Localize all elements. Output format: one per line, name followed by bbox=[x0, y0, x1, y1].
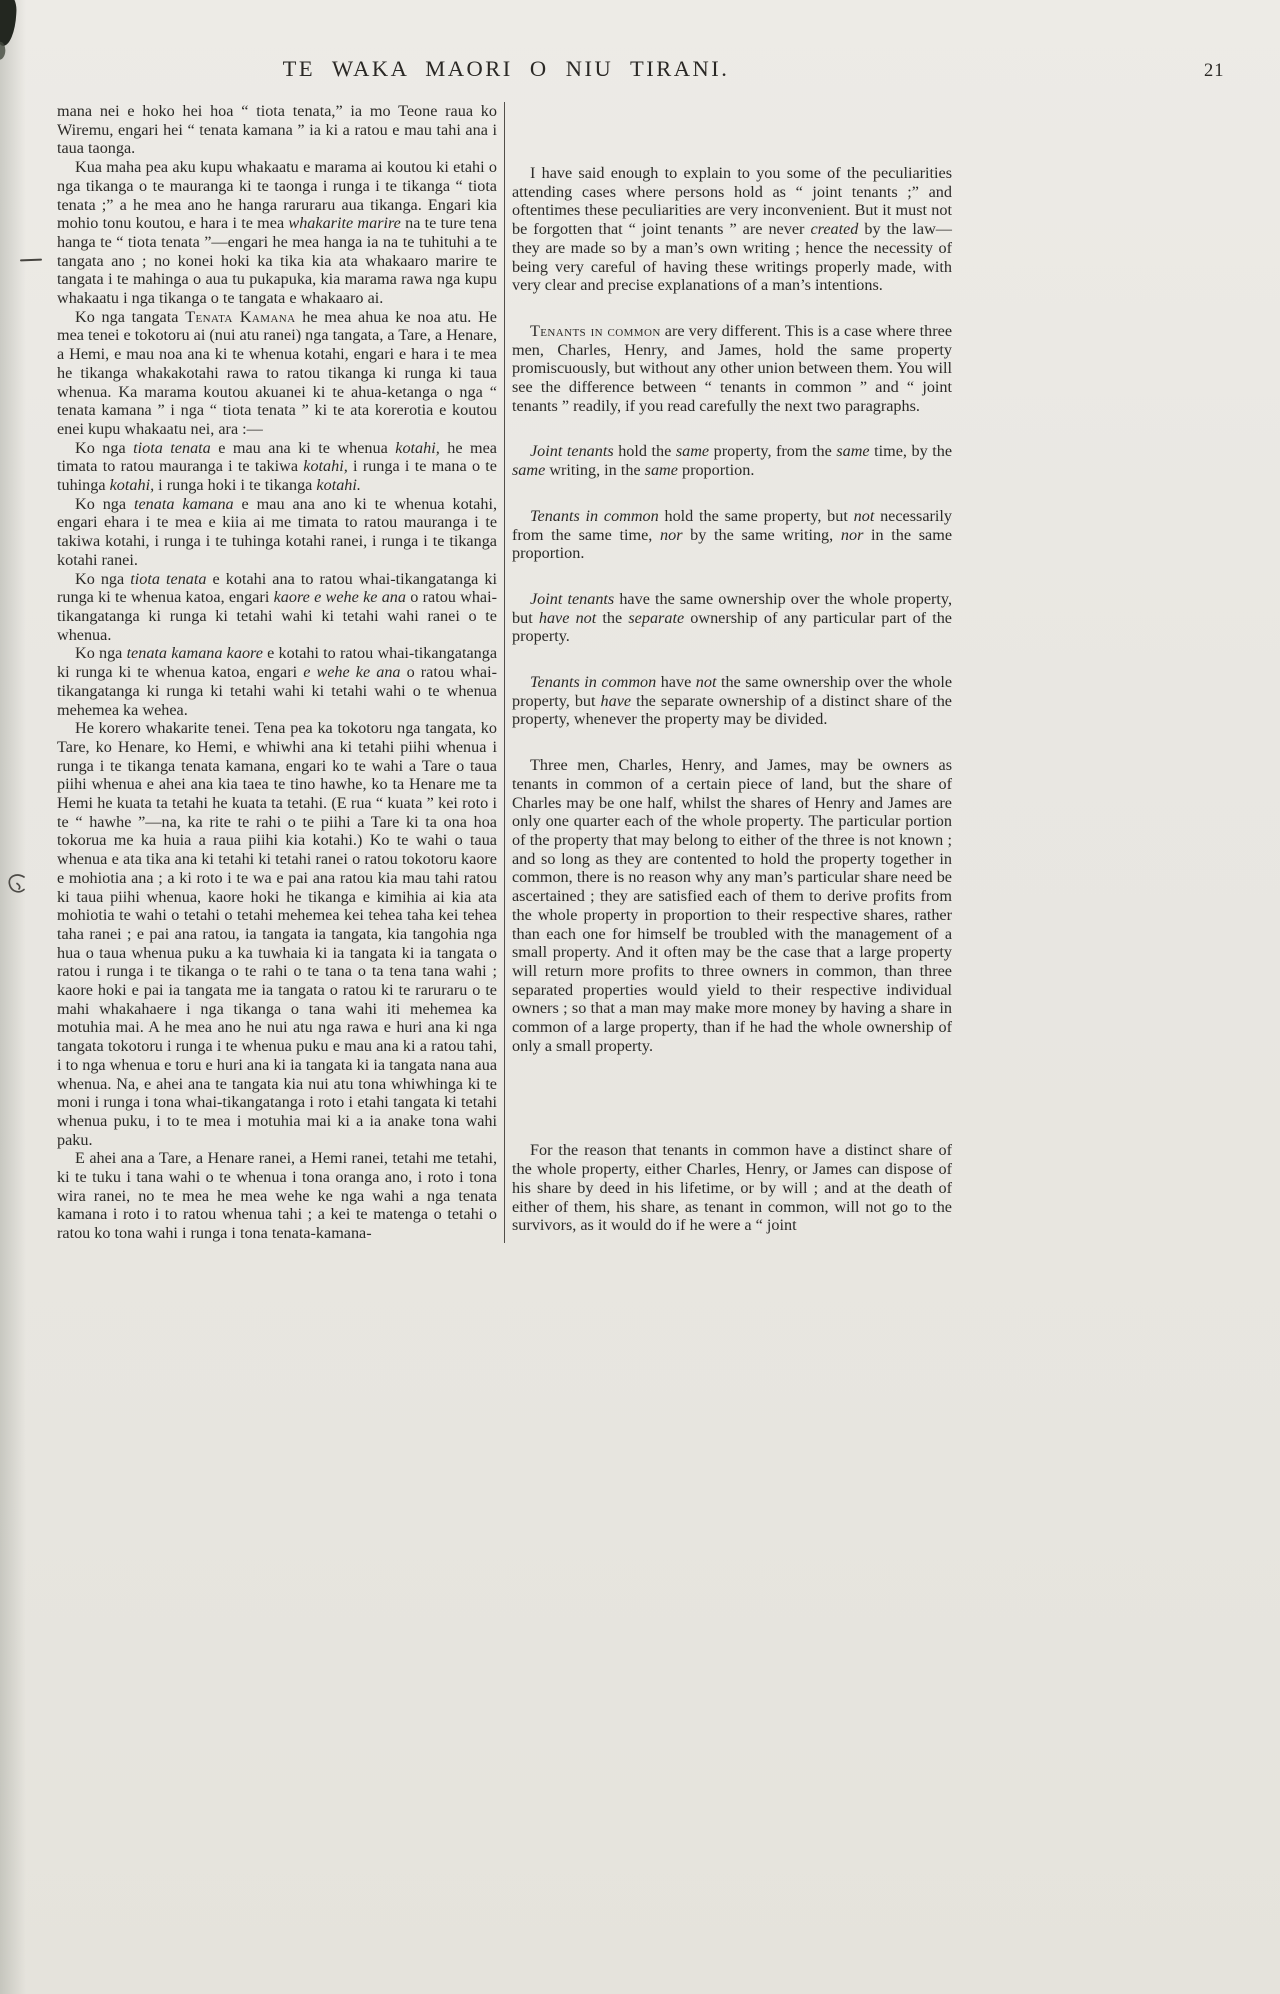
body-text: Ko nga bbox=[75, 494, 134, 513]
italic-text: created bbox=[810, 220, 859, 239]
paragraph bbox=[57, 1149, 497, 1243]
body-text: in the same proportion. bbox=[512, 525, 953, 563]
italic-text: Joint tenants bbox=[530, 442, 614, 461]
italic-text: have bbox=[600, 691, 632, 710]
italic-text: whakarite marire bbox=[288, 214, 401, 233]
paragraph bbox=[512, 673, 952, 729]
italic-text: Tenants in common bbox=[530, 506, 659, 525]
margin-dash-mark bbox=[20, 259, 42, 262]
paragraph bbox=[57, 644, 497, 719]
body-text: writing, in the bbox=[545, 461, 645, 480]
italic-text: not bbox=[695, 673, 717, 692]
page-number: 21 bbox=[1204, 61, 1225, 81]
body-text: property, from the bbox=[709, 442, 837, 461]
small-caps-text: Tenants in common bbox=[530, 321, 661, 340]
page-title: TE WAKA MAORI O NIU TIRANI. bbox=[282, 56, 730, 81]
handwritten-margin-mark bbox=[4, 872, 30, 898]
scan-ink-smudge bbox=[0, 0, 17, 47]
body-text: I have said enough to explain to you some of the peculiarities attending cases where persons hold as “ joint tenants ;” and oftentimes these peculiarities are very inconvenient. But it must not be forgotten that “ joint tenants ” are never bbox=[512, 164, 952, 239]
italic-text: Joint tenants bbox=[530, 589, 615, 608]
body-text: Ko nga bbox=[75, 644, 127, 663]
content-columns bbox=[57, 102, 952, 1243]
italic-text: separate bbox=[628, 608, 685, 627]
italic-text: tiota tenata bbox=[133, 438, 211, 457]
paragraph bbox=[512, 590, 952, 646]
italic-text: tiota tenata bbox=[130, 569, 207, 588]
paragraph bbox=[57, 439, 497, 495]
italic-text: e wehe ke ana bbox=[303, 663, 401, 682]
body-text: the same ownership over the whole property, but bbox=[512, 673, 953, 710]
italic-text: kotahi, bbox=[109, 476, 155, 495]
body-text: mana nei e hoko hei hoa “ tiota tenata,” ia mo Teone raua ko Wiremu, engari hei “ tenata kamana ” ia ki a ratou e mau tahi ana i taua taonga. bbox=[57, 102, 497, 158]
body-text: necessarily from the same time, bbox=[512, 506, 952, 544]
small-caps-text: Tenata Kamana bbox=[185, 307, 296, 326]
paragraph bbox=[57, 158, 497, 308]
body-text: Kua maha pea aku kupu whakaatu e marama ai koutou ki etahi o nga tikanga o te mauranga ki te taonga i runga i te tikanga “ tiota tenata ;” a he mea ano he hanga raruraru aua tikanga. Engari kia mohio tonu koutou, e hara i te mea bbox=[57, 158, 497, 233]
body-text: For the reason that tenants in common have a distinct share of the whole property, either Charles, Henry, or James can dispose of his share by deed in his lifetime, or by will ; and at the death of either of them, his share, as tenant in common, will not go to the survivors, as it would do if he were a “ joint bbox=[512, 1141, 952, 1235]
italic-text: nor bbox=[840, 525, 864, 544]
italic-text: same bbox=[644, 461, 678, 480]
italic-text: same bbox=[836, 442, 870, 461]
italic-text: kaore e wehe ke ana bbox=[273, 588, 406, 607]
body-text: the separate ownership of a distinct share of the property, whenever the property may be divided. bbox=[512, 691, 952, 729]
paragraph bbox=[512, 442, 952, 479]
italic-text: have not bbox=[538, 608, 597, 627]
body-text: he mea ahua ke noa atu. He mea tenei e tokotoru ai (nui atu ranei) nga tangata, a Tare, a Henare, a Hemi, e mau noa ana ki te whenua kotahi, engari e hara i te mea he tikanga whakakotahi rawa to ratou tikanga ki runga ki taua whenua. Ka marama koutou akuanei ki te ahua-ketanga o nga “ tenata kamana ” i nga “ tiota tenata ” ki te ata korerotia e koutou enei kupu whakaatu nei, ara :— bbox=[57, 307, 497, 438]
body-text: have bbox=[656, 673, 696, 692]
right-column bbox=[512, 102, 952, 1243]
body-text: Ko nga bbox=[75, 569, 131, 588]
body-text: Ko nga tangata bbox=[75, 307, 186, 326]
paragraph bbox=[512, 1141, 952, 1235]
body-text: are very different. This is a case where three men, Charles, Henry, and James, hold the same property promiscuously, but without any other union between them. You will see the difference between “ tenants in common ” and “ joint tenants ” readily, if you read carefully the next two paragraphs. bbox=[512, 321, 953, 415]
body-text: have the same ownership over the whole property, but bbox=[512, 589, 952, 627]
paragraph bbox=[57, 102, 497, 158]
body-text: hold the bbox=[613, 442, 676, 461]
body-text: e kotahi to ratou whai-tikangatanga ki runga ki te whenua katoa, engari bbox=[57, 644, 497, 682]
body-text: hold the same property, but bbox=[658, 506, 854, 525]
italic-text: same bbox=[675, 442, 710, 461]
body-text: by the law—they are made so by a man’s own writing ; hence the necessity of being very careful of having these writings properly made, with very clear and precise explanations of a man’s intentions. bbox=[512, 220, 952, 295]
italic-text: same bbox=[512, 461, 546, 480]
body-text: E ahei ana a Tare, a Henare ranei, a Hemi ranei, tetahi me tetahi, ki te tuku i tana wahi o te whenua i tona oranga ano, i roto i tona wira ranei, no te mea he mea wehe ke nga wahi a nga tenata kamana i roto i to ratou whenua tahi ; a kei te matenga o tetahi o ratou ko tona wahi i runga i tona tenata-kamana- bbox=[57, 1149, 497, 1243]
body-text: Ko nga bbox=[75, 438, 134, 457]
paragraph bbox=[512, 322, 952, 416]
paragraph bbox=[57, 495, 497, 570]
italic-text: tenata kamana bbox=[134, 494, 234, 513]
body-text: i runga hoki i te tikanga bbox=[154, 476, 317, 495]
body-text: by the same writing, bbox=[682, 525, 841, 544]
column-divider-rule bbox=[504, 102, 505, 1243]
body-text: na te ture tena hanga te “ tiota tenata ”—engari he mea hanga ia na te tuhituhi a te tangata ano ; no konei hoki ka tika kia ata whakaaro marire te tangata i te mahinga o aua tu pukapuka, kia marama rawa nga kupu whakaatu i nga tikanga o te tangata e whakaaro ai. bbox=[57, 214, 497, 308]
body-text: the bbox=[596, 608, 629, 627]
body-text: proportion. bbox=[677, 461, 755, 480]
left-column bbox=[57, 102, 497, 1243]
body-text: He korero whakarite tenei. Tena pea ka tokotoru nga tangata, ko Tare, ko Henare, ko Hemi, e whiwhi ana ki tetahi piihi whenua i runga i te tikanga tenata kamana, engari ko te wahi a Tare o taua piihi whenua e ahei ana kia taea te tino hawhe, ko ta Henare me ta Hemi he kuata ta tetahi he kuata ta tetahi. (E rua “ kuata ” kei roto i te “ hawhe ”—na, ka rite te rahi o te piihi a Tare ki ta ona hoa tokorua me ka huia a raua piihi kia kotahi.) Ko te wahi o taua whenua e ata tika ana ki tetahi ki tetahi ranei o ratou tokotoru kaore e mohiotia ana ; a ki roto i te wa e pai ana ratou kia mau tahi ratou ki taua piihi whenua, kaore hoki he tikanga e kimihia ai kia ata mohiotia te wahi o tetahi o tetahi mehemea kei tehea taha kei tehea taha ranei ; e pai ana ratou, ia tangata ia tangata, kia tangohia nga hua o taua whenua puku a ka tuwhaia ki ia tangata ki ia tangata o ratou i runga i te tikanga o te rahi o te tana o ta tena tana wahi ; kaore hoki e pai ia tangata me ia tangata o ratou ki te raruraru o te mahi whakahaere i nga tikanga o tana wahi iti mehemea ka motuhia mai. A he mea ano he nui atu nga rawa e huri ana ki nga tangata tokotoru i runga i te whenua puku e mau ana ki a ratou tahi, i to nga whenua e toru e huri ana ki ia tangata ki ia tangata nana aua whenua. Na, e ahei ana te tangata kia nui atu tona whiwhinga ki te moni i runga i tona whai-tikangatanga i roto i etahi tangata ki tetahi whenua puku, i to te mea i motuhia mai ki a ia anake tona wahi paku. bbox=[57, 719, 497, 1149]
paragraph bbox=[512, 507, 952, 563]
body-text: e kotahi ana to ratou whai-tikangatanga ki runga ki te whenua katoa, engari bbox=[57, 569, 498, 607]
paragraph bbox=[57, 308, 497, 439]
italic-text: tenata kamana kaore bbox=[126, 644, 263, 663]
body-text: e mau ana ki te whenua bbox=[210, 438, 396, 457]
body-text: i runga i te mana o te tuhinga bbox=[57, 457, 497, 495]
paragraph bbox=[57, 719, 497, 1149]
body-text: e mau ana ano ki te whenua kotahi, engari ehara i te mea e kiia ai me timata to ratou mauranga i te takiwa kotahi, i runga i te tuhinga kotahi ranei, i runga i te tikanga kotahi ranei. bbox=[57, 494, 498, 569]
paragraph bbox=[512, 164, 952, 295]
body-text: ownership of any particular part of the property. bbox=[512, 608, 952, 646]
paragraph bbox=[512, 756, 952, 1055]
body-text: time, by the bbox=[869, 442, 953, 461]
italic-text: not bbox=[853, 506, 875, 525]
body-text: he mea timata to ratou mauranga i te takiwa bbox=[57, 438, 497, 476]
italic-text: kotahi. bbox=[316, 476, 361, 495]
paragraph bbox=[57, 570, 497, 645]
italic-text: kotahi, bbox=[395, 438, 440, 457]
italic-text: nor bbox=[660, 525, 683, 544]
body-text: o ratou whai-tikangatanga ki runga ki tetahi wahi ki tetahi wahi ranei o te whenua. bbox=[57, 588, 497, 644]
body-text: o ratou whai-tikangatanga ki runga ki tetahi wahi ki tetahi wahi o te whenua mehemea ka wehea. bbox=[57, 663, 497, 719]
italic-text: Tenants in common bbox=[530, 673, 657, 692]
italic-text: kotahi, bbox=[303, 457, 348, 476]
body-text: Three men, Charles, Henry, and James, may be owners as tenants in common of a certain piece of land, but the share of Charles may be one half, whilst the shares of Henry and James are only one quarter each of the whole property. The particular portion of the property that may belong to either of the three is not known ; and so long as they are contented to hold the property together in common, there is no reason why any man’s particular share need be ascertained ; they are satisfied each of them to derive profits from the whole property in proportion to their respective shares, rather than each one for himself be troubled with the management of a small property. And it often may be the case that a large property will return more profits to three owners in common, than three separated properties would yield to their respective individual owners ; so that a man may make more money by having a share in common of a large property, than if he had the whole ownership of only a small property. bbox=[512, 756, 952, 1055]
